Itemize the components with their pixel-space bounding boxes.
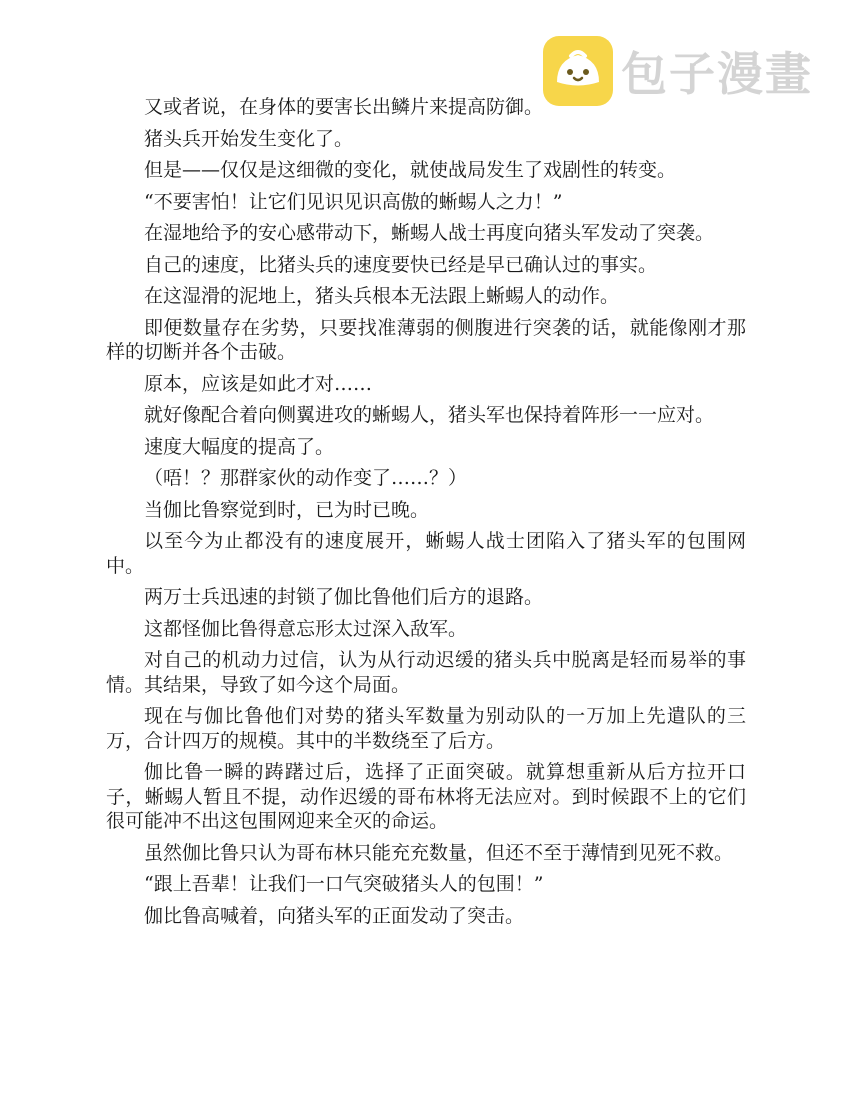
paragraph: 但是——仅仅是这细微的变化，就使战局发生了戏剧性的转变。 <box>144 159 677 181</box>
paragraph: 虽然伽比鲁只认为哥布林只能充充数量，但还不至于薄情到见死不救。 <box>144 841 734 864</box>
paragraph: 在湿地给予的安心感带动下，蜥蜴人战士再度向猪头军发动了突袭。 <box>144 222 715 244</box>
paragraph: 原本，应该是如此才对…… <box>144 372 373 395</box>
paragraph: 即便数量存在劣势，只要找准薄弱的侧腹进行突袭的话，就能像刚才那样的切断并各个击破。 <box>106 316 746 363</box>
paragraph: “不要害怕！让它们见识见识高傲的蜥蜴人之力！” <box>144 190 563 213</box>
paragraph: 伽比鲁一瞬的踌躇过后，选择了正面突破。就算想重新从后方拉开口子，蜥蜴人暂且不提，动作迟缓的哥布林将无法应对。到时候跟不上的它们很可能冲不出这包围网迎来全灭的命运。 <box>106 761 746 832</box>
paragraph: （唔！？那群家伙的动作变了……？） <box>144 467 468 489</box>
text-body <box>106 95 746 935</box>
paragraph: 速度大幅度的提高了。 <box>144 435 335 458</box>
paragraph: 以至今为止都没有的速度展开，蜥蜴人战士团陷入了猪头军的包围网中。 <box>106 530 746 577</box>
paragraph: “跟上吾辈！让我们一口气突破猪头人的包围！” <box>144 873 544 895</box>
paragraph: 两万士兵迅速的封锁了伽比鲁他们后方的退路。 <box>144 586 544 608</box>
paragraph: 又或者说，在身体的要害长出鳞片来提高防御。 <box>144 96 544 118</box>
watermark-brand-text: 包子漫畫 <box>621 47 813 101</box>
paragraph: 在这湿滑的泥地上，猪头兵根本无法跟上蜥蜴人的动作。 <box>144 285 620 307</box>
paragraph: 这都怪伽比鲁得意忘形太过深入敌军。 <box>144 617 468 640</box>
paragraph: 就好像配合着向侧翼进攻的蜥蜴人，猪头军也保持着阵形一一应对。 <box>144 404 715 426</box>
paragraph: 伽比鲁高喊着，向猪头军的正面发动了突击。 <box>144 904 525 927</box>
paragraph: 猪头兵开始发生变化了。 <box>144 127 354 150</box>
paragraph: 对自己的机动力过信，认为从行动迟缓的猪头兵中脱离是轻而易举的事情。其结果，导致了如今这个局面。 <box>106 649 746 696</box>
paragraph: 当伽比鲁察觉到时，已为时已晚。 <box>144 498 430 521</box>
paragraph: 现在与伽比鲁他们对势的猪头军数量为别动队的一万加上先遣队的三万，合计四万的规模。其中的半数绕至了后方。 <box>106 705 746 752</box>
paragraph: 自己的速度，比猪头兵的速度要快已经是早已确认过的事实。 <box>144 253 658 276</box>
